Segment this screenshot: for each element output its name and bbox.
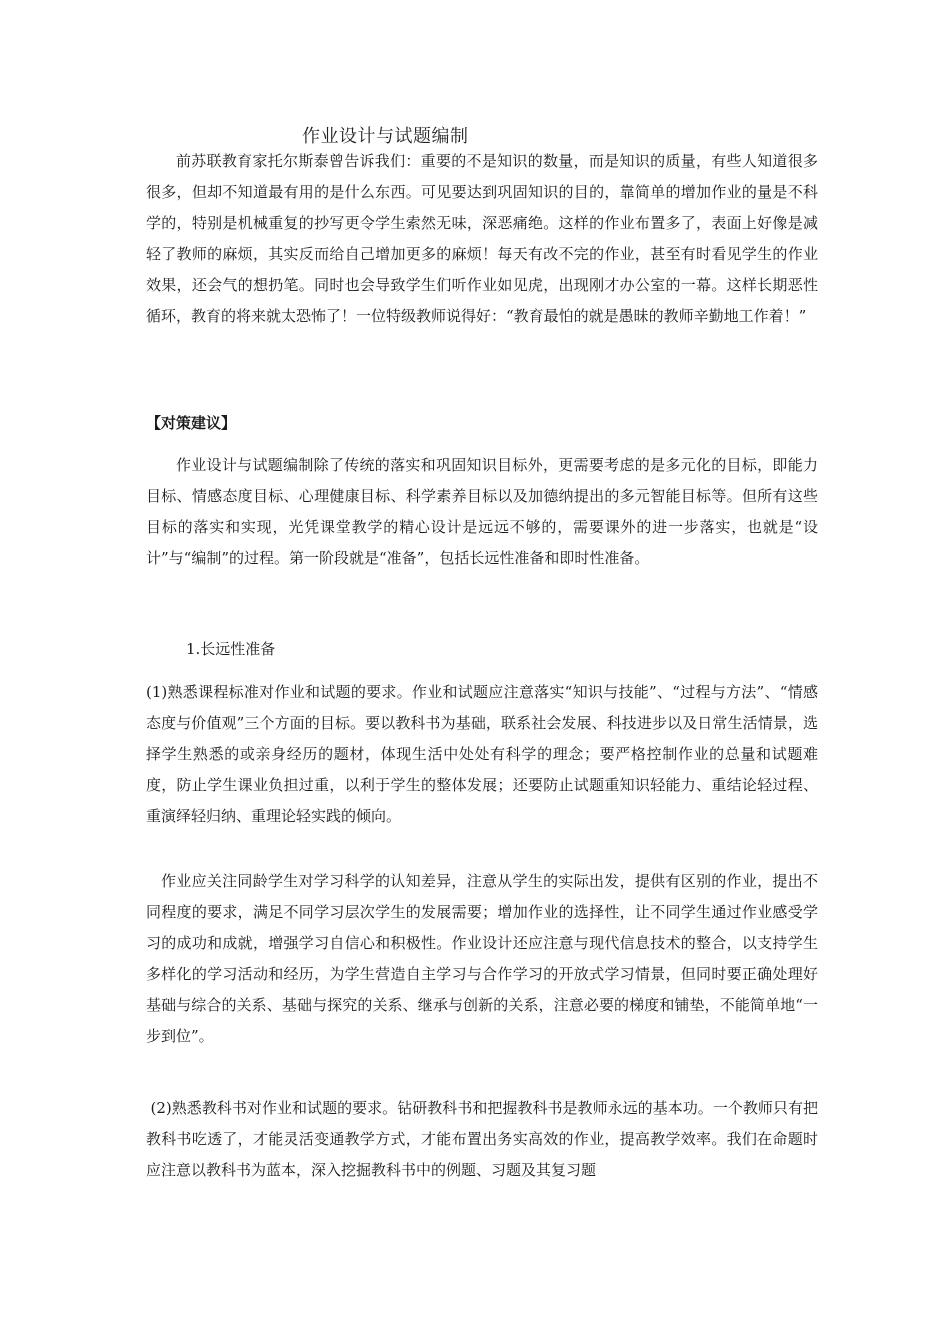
document-title: 作业设计与试题编制 [302, 126, 469, 147]
paragraph-3: 作业应关注同龄学生对学习科学的认知差异，注意从学生的实际出发，提供有区别的作业，提出不同程度的要求，满足不同学习层次学生的发展需要；增加作业的选择性，让不同学生通过作业感受学习的成功和成就，增强学习自信心和积极性。作业设计还应注意与现代信息技术的整合，以支持学生多样化的学习活动和经历，为学生营造自主学习与合作学习的开放式学习情景，但同时要正确处理好基础与综合的关系、基础与探究的关系、继承与创新的关系，注意必要的梯度和铺垫，不能简单地“一步到位”。 [146, 872, 818, 1045]
section-heading: 【对策建议】 [146, 414, 237, 432]
paragraph-1: 作业设计与试题编制除了传统的落实和巩固知识目标外，更需要考虑的是多元化的目标，即能力目标、情感态度目标、心理健康目标、科学素养目标以及加德纳提出的多元智能目标等。但所有这些目标的落实和实现，光凭课堂教学的精心设计是远远不够的，需要课外的进一步落实，也就是“设计”与“编制”的过程。第一阶段就是“准备”，包括长远性准备和即时性准备。 [146, 456, 818, 567]
sub-heading: 1.长远性准备 [186, 640, 276, 658]
paragraph-4: (2)熟悉教科书对作业和试题的要求。钻研教科书和把握教科书是教师永远的基本功。一个教师只有把教科书吃透了，才能灵活变通教学方式，才能布置出务实高效的作业，提高教学效率。我们在命题时应注意以教科书为蓝本，深入挖掘教科书中的例题、习题及其复习题 [146, 1099, 818, 1179]
paragraph-2: (1)熟悉课程标准对作业和试题的要求。作业和试题应注意落实“知识与技能”、“过程与方法”、“情感态度与价值观”三个方面的目标。要以教科书为基础，联系社会发展、科技进步以及日常生活情景，选择学生熟悉的或亲身经历的题材，体现生活中处处有科学的理念；要严格控制作业的总量和试题难度，防止学生课业负担过重，以利于学生的整体发展；还要防止试题重知识轻能力、重结论轻过程、重演绎轻归纳、重理论轻实践的倾向。 [146, 683, 818, 825]
intro-paragraph: 前苏联教育家托尔斯泰曾告诉我们：重要的不是知识的数量，而是知识的质量，有些人知道很多很多，但却不知道最有用的是什么东西。可见要达到巩固知识的目的，靠简单的增加作业的量是不科学的，特别是机械重复的抄写更令学生索然无味，深恶痛绝。这样的作业布置多了，表面上好像是减轻了教师的麻烦，其实反而给自己增加更多的麻烦！每天有改不完的作业，甚至有时看见学生的作业效果，还会气的想扔笔。同时也会导致学生们听作业如见虎，出现刚才办公室的一幕。这样长期恶性循环，教育的将来就太恐怖了！一位特级教师说得好：“教育最怕的就是愚昧的教师辛勤地工作着！” [146, 152, 818, 325]
